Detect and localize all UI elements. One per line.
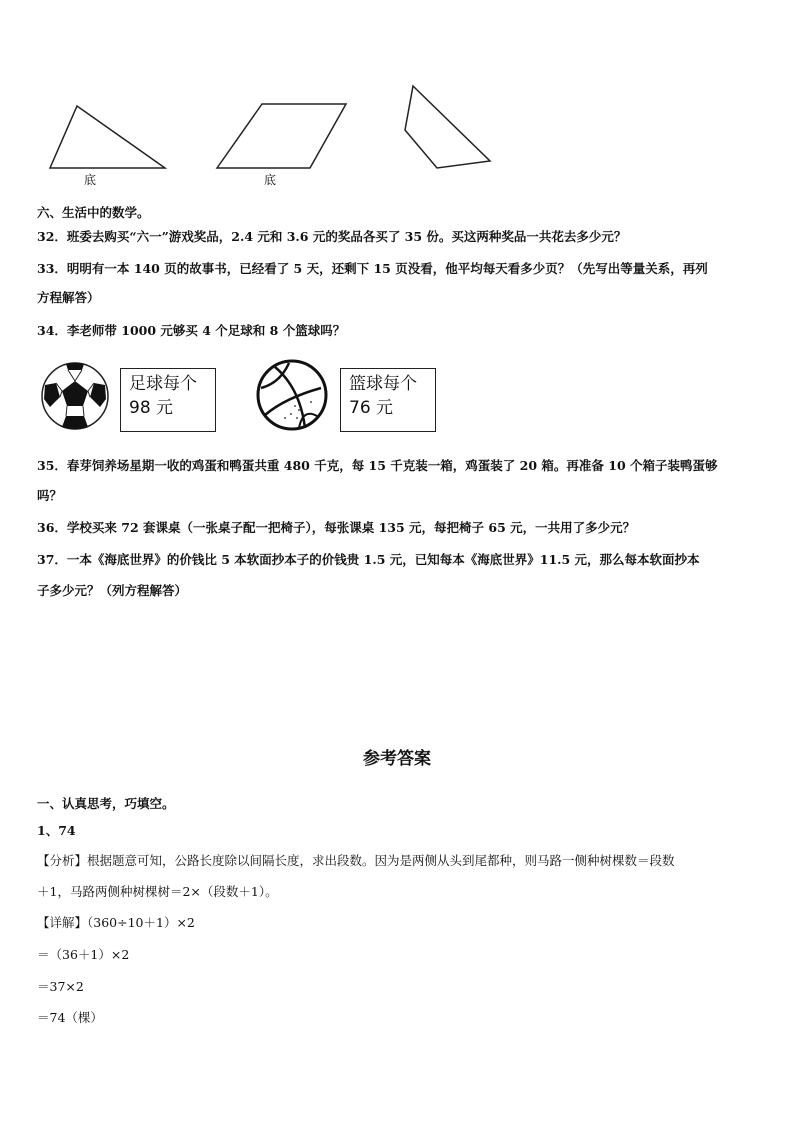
football-icon [40,361,110,431]
analysis-line2: ＋1，马路两侧种树棵树＝2×（段数＋1）。 [37,884,278,899]
quadrilateral-shape [405,86,490,168]
section-heading: 六、生活中的数学。 [37,205,150,220]
detail-line2: ＝（36＋1）×2 [37,947,130,962]
answers-part1-heading: 一、认真思考，巧填空。 [37,796,175,811]
basketball-price-label: 篮球每个 [349,374,417,394]
shapes-figure [0,0,794,200]
detail-line4: ＝74（棵） [37,1010,103,1025]
triangle-shape [50,106,165,168]
question-37-line1: 37．一本《海底世界》的价钱比 5 本软面抄本子的价钱贵 1.5 元，已知每本《海底世界》11.5 元，那么每本软面抄本 [37,552,700,567]
question-35-line2: 吗？ [37,488,63,503]
football-price-label: 足球每个 [129,374,197,394]
base-label-triangle: 底 [84,173,97,187]
question-36: 36．学校买来 72 套课桌（一张桌子配一把椅子），每张课桌 135 元，每把椅子 65 元，一共用了多少元？ [37,520,636,535]
answer-1: 1、74 [37,823,76,838]
basketball-icon [255,358,329,432]
analysis-line1: 【分析】根据题意可知，公路长度除以间隔长度，求出段数。因为是两侧从头到尾都种，则马路一侧种树棵数＝段数 [37,853,675,868]
question-37-line2: 子多少元？（列方程解答） [37,583,188,598]
basketball-price-value: 76 元 [349,398,394,418]
football-price-value: 98 元 [129,398,174,418]
question-33-line1: 33．明明有一本 140 页的故事书，已经看了 5 天，还剩下 15 页没看，他平均每天看多少页？（先写出等量关系，再列 [37,261,708,276]
base-label-parallelogram: 底 [264,173,277,187]
question-33-line2: 方程解答） [37,290,100,305]
detail-line1: 【详解】（360÷10＋1）×2 [37,915,195,930]
basketball-price-box [340,368,436,432]
question-32: 32．班委去购买“六一”游戏奖品，2.4 元和 3.6 元的奖品各买了 35 份。买这两种奖品一共花去多少元？ [37,229,627,244]
question-34: 34．李老师带 1000 元够买 4 个足球和 8 个篮球吗？ [37,323,346,338]
detail-line3: ＝37×2 [37,979,84,994]
question-35-line1: 35．春芽饲养场星期一收的鸡蛋和鸭蛋共重 480 千克，每 15 千克装一箱，鸡蛋装了 20 箱。再准备 10 个箱子装鸭蛋够 [37,458,718,473]
parallelogram-shape [217,104,346,168]
football-price-box [120,368,216,432]
answers-title: 参考答案 [363,749,431,769]
